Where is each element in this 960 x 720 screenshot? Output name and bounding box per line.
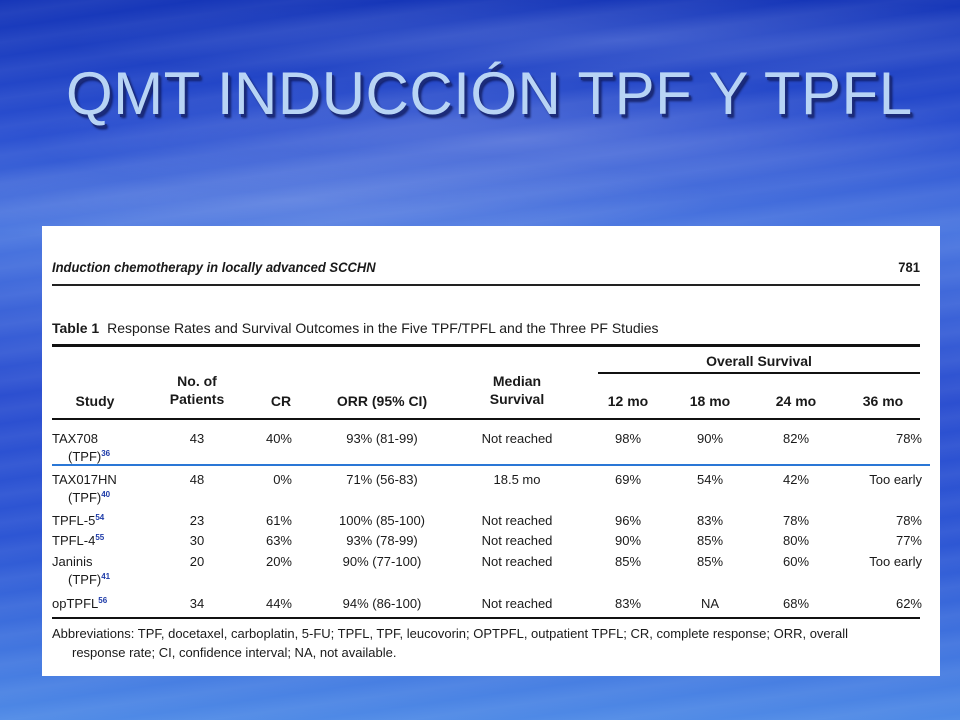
header-orr: ORR (95% CI) (336, 393, 428, 409)
cell-study (52, 596, 107, 612)
highlight-line (52, 464, 930, 466)
cell-cr: 44% (265, 596, 292, 611)
cell-18mo: 85% (696, 533, 724, 548)
header-patients (152, 372, 242, 408)
table-label: Table 1 (52, 320, 100, 336)
cell-study-sub (68, 490, 110, 506)
footnote-line-2: response rate; CI, confidence interval; NA, not available. (72, 645, 397, 660)
cell-study (52, 513, 104, 529)
cell-patients: 48 (189, 472, 205, 487)
cell-24mo: 68% (782, 596, 810, 611)
cell-12mo: 85% (614, 554, 642, 569)
reference-number: 36 (101, 449, 111, 458)
cell-orr: 94% (86-100) (342, 596, 422, 611)
cell-36mo: 78% (895, 513, 922, 528)
cell-orr: 93% (78-99) (346, 533, 418, 548)
reference-number: 56 (98, 596, 108, 605)
cell-orr: 90% (77-100) (342, 554, 422, 569)
header-36mo: 36 mo (862, 393, 904, 409)
cell-24mo: 42% (782, 472, 810, 487)
cell-patients: 30 (189, 533, 205, 548)
article-table-image (42, 226, 940, 676)
cell-study-sub (68, 572, 110, 588)
cell-orr: 71% (56-83) (346, 472, 418, 487)
cell-study-name: opTPFL (52, 596, 99, 611)
slide-title: QMT INDUCCIÓN TPF Y TPFL (66, 60, 913, 127)
cell-12mo: 83% (614, 596, 642, 611)
cell-study: TAX708 (52, 431, 99, 446)
footnote-line-1: Abbreviations: TPF, docetaxel, carboplatin, 5-FU; TPFL, TPF, leucovorin; OPTPFL, outpatient TPFL; CR, complete response; ORR, overall (52, 626, 848, 641)
cell-median: Not reached (481, 533, 553, 548)
cell-12mo: 90% (614, 533, 642, 548)
running-head-text: Induction chemotherapy in locally advanced SCCHN (52, 259, 376, 276)
cell-patients: 34 (189, 596, 205, 611)
cell-12mo: 98% (614, 431, 642, 446)
cell-18mo: NA (700, 596, 720, 611)
cell-study-regimen: (TPF) (68, 449, 102, 464)
running-head (52, 260, 920, 276)
table-top-rule (52, 344, 920, 347)
cell-orr: 100% (85-100) (339, 513, 425, 528)
cell-18mo: 83% (696, 513, 724, 528)
cell-24mo: 80% (782, 533, 810, 548)
header-patients-line1: No. of (177, 373, 217, 389)
header-median-survival (462, 372, 572, 408)
header-24mo: 24 mo (775, 393, 817, 409)
header-median-line2: Survival (489, 391, 545, 407)
cell-36mo: 77% (895, 533, 922, 548)
cell-24mo: 82% (782, 431, 810, 446)
header-overall-survival: Overall Survival (706, 353, 812, 369)
cell-study (52, 533, 104, 549)
cell-patients: 43 (189, 431, 205, 446)
cell-study-sub (68, 449, 110, 465)
cell-12mo: 69% (614, 472, 642, 487)
cell-study-name: TPFL-4 (52, 533, 96, 548)
header-study: Study (75, 393, 115, 409)
header-patients-line2: Patients (169, 391, 225, 407)
header-bottom-rule (52, 418, 920, 420)
cell-study-regimen: (TPF) (68, 572, 102, 587)
cell-18mo: 90% (696, 431, 724, 446)
cell-cr: 61% (265, 513, 292, 528)
cell-median: Not reached (481, 431, 553, 446)
cell-orr: 93% (81-99) (346, 431, 418, 446)
header-cr: CR (270, 393, 292, 409)
cell-cr: 0% (273, 472, 292, 487)
cell-median: Not reached (481, 554, 553, 569)
cell-18mo: 85% (696, 554, 724, 569)
cell-study-regimen: (TPF) (68, 490, 102, 505)
table-caption (52, 320, 659, 336)
cell-cr: 20% (265, 554, 292, 569)
reference-number: 40 (101, 490, 111, 499)
cell-18mo: 54% (696, 472, 724, 487)
table-bottom-rule (52, 617, 920, 619)
cell-cr: 63% (265, 533, 292, 548)
cell-36mo: Too early (869, 472, 922, 487)
reference-number: 41 (101, 572, 111, 581)
cell-study: Janinis (52, 554, 93, 569)
reference-number: 55 (95, 533, 105, 542)
cell-median: Not reached (481, 513, 553, 528)
header-median-line1: Median (492, 373, 542, 389)
cell-24mo: 78% (782, 513, 810, 528)
reference-number: 54 (95, 513, 105, 522)
cell-study: TAX017HN (52, 472, 117, 487)
cell-12mo: 96% (614, 513, 642, 528)
table-footnote (52, 624, 912, 662)
cell-patients: 23 (189, 513, 205, 528)
header-12mo: 12 mo (607, 393, 649, 409)
cell-patients: 20 (189, 554, 205, 569)
cell-36mo: 78% (895, 431, 922, 446)
overall-survival-rule (598, 372, 920, 374)
cell-36mo: Too early (869, 554, 922, 569)
cell-median: 18.5 mo (493, 472, 541, 487)
cell-cr: 40% (265, 431, 292, 446)
header-18mo: 18 mo (689, 393, 731, 409)
cell-24mo: 60% (782, 554, 810, 569)
page-number: 781 (898, 259, 920, 276)
cell-36mo: 62% (895, 596, 922, 611)
cell-median: Not reached (481, 596, 553, 611)
table-caption-text: Response Rates and Survival Outcomes in the Five TPF/TPFL and the Three PF Studies (107, 320, 659, 336)
cell-study-name: TPFL-5 (52, 513, 96, 528)
running-head-rule (52, 284, 920, 286)
